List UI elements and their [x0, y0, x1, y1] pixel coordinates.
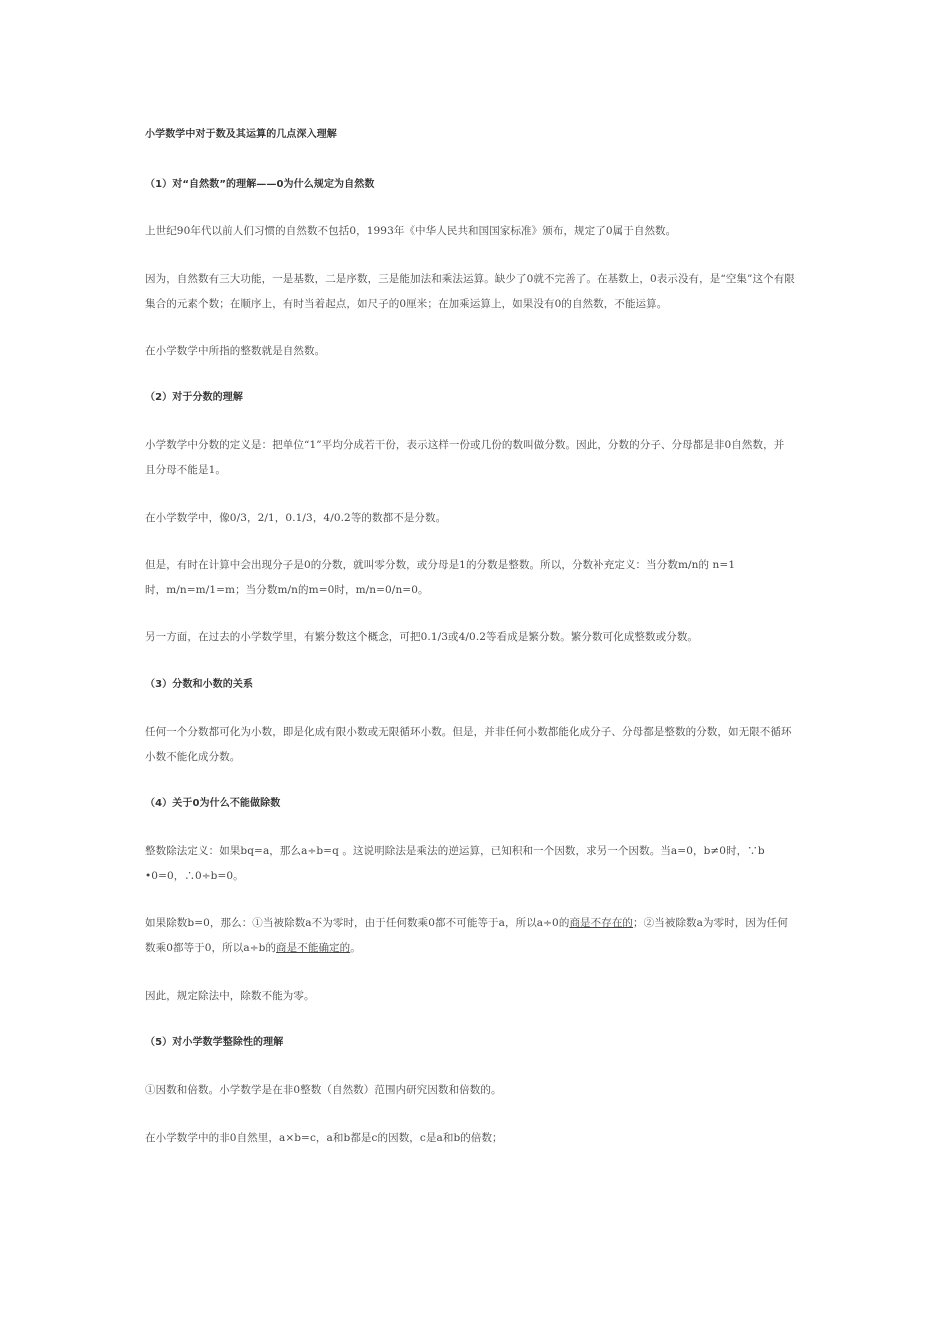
- section-1-paragraph-2-line-1: 因为，自然数有三大功能，一是基数，二是序数，三是能加法和乘法运算。缺少了0就不完善了。在基数上，0表示没有，是“空集”这个有限: [145, 273, 795, 285]
- underlined-phrase: 商是不能确定的: [276, 942, 351, 954]
- section-2-heading: （2）对于分数的理解: [145, 392, 243, 403]
- text-run: 如果除数b=0，那么：①当被除数a不为零时，由于任何数乘0都不可能等于a，所以a÷0的: [145, 917, 570, 929]
- section-3-paragraph-1-line-2: 小数不能化成分数。: [145, 751, 241, 763]
- section-2-paragraph-4: 另一方面，在过去的小学数学里，有繁分数这个概念，可把0.1/3或4/0.2等看成是繁分数。繁分数可化成整数或分数。: [145, 631, 699, 643]
- section-2-paragraph-3-line-1: 但是，有时在计算中会出现分子是0的分数，就叫零分数，或分母是1的分数是整数。所以，分数补充定义：当分数m/n的 n=1: [145, 559, 736, 571]
- section-4-heading: （4）关于0为什么不能做除数: [145, 798, 281, 809]
- section-1-paragraph-2-line-2: 集合的元素个数；在顺序上，有时当着起点，如尺子的0厘米；在加乘运算上，如果没有0的自然数，不能运算。: [145, 298, 668, 310]
- section-4-paragraph-2-line-1: [145, 916, 788, 930]
- section-2-paragraph-3-line-2: 时，m/n=m/1=m；当分数m/n的m=0时，m/n=0/n=0。: [145, 584, 429, 596]
- section-2-paragraph-1-line-2: 且分母不能是1。: [145, 464, 226, 476]
- section-1-paragraph-1: 上世纪90年代以前人们习惯的自然数不包括0，1993年《中华人民共和国国家标准》颁布，规定了0属于自然数。: [145, 225, 677, 237]
- section-2-paragraph-1-line-1: 小学数学中分数的定义是：把单位“1”平均分成若干份，表示这样一份或几份的数叫做分数。因此，分数的分子、分母都是非0自然数，并: [145, 439, 785, 451]
- section-3-paragraph-1-line-1: 任何一个分数都可化为小数，即是化成有限小数或无限循环小数。但是，并非任何小数都能化成分子、分母都是整数的分数，如无限不循环: [145, 726, 792, 738]
- section-5-heading: （5）对小学数学整除性的理解: [145, 1037, 284, 1048]
- section-1-heading: （1）对“自然数”的理解——0为什么规定为自然数: [145, 179, 375, 190]
- section-1-paragraph-3: 在小学数学中所指的整数就是自然数。: [145, 345, 326, 357]
- text-run: 数乘0都等于0，所以a÷b的: [145, 942, 277, 954]
- section-4-paragraph-1-line-2: •0=0，∴0÷b=0。: [145, 870, 244, 882]
- document-title: 小学数学中对于数及其运算的几点深入理解: [145, 129, 337, 140]
- section-2-paragraph-2: 在小学数学中，像0/3，2/1，0.1/3，4/0.2等的数都不是分数。: [145, 512, 447, 524]
- section-3-heading: （3）分数和小数的关系: [145, 679, 254, 690]
- text-run: 。: [350, 942, 361, 954]
- text-run: ；②当被除数a为零时，因为任何: [633, 917, 788, 929]
- section-5-paragraph-1: ①因数和倍数。小学数学是在非0整数（自然数）范围内研究因数和倍数的。: [145, 1084, 502, 1096]
- section-4-paragraph-2-line-2: [145, 941, 361, 955]
- underlined-phrase: 商是不存在的: [569, 917, 634, 929]
- section-5-paragraph-2: 在小学数学中的非0自然里，a×b=c，a和b都是c的因数，c是a和b的倍数；: [145, 1132, 503, 1144]
- section-4-paragraph-3: 因此，规定除法中，除数不能为零。: [145, 990, 315, 1002]
- section-4-paragraph-1-line-1: 整数除法定义：如果bq=a，那么a÷b=q 。这说明除法是乘法的逆运算，已知积和一个因数，求另一个因数。当a=0，b≠0时，∵b: [145, 845, 765, 857]
